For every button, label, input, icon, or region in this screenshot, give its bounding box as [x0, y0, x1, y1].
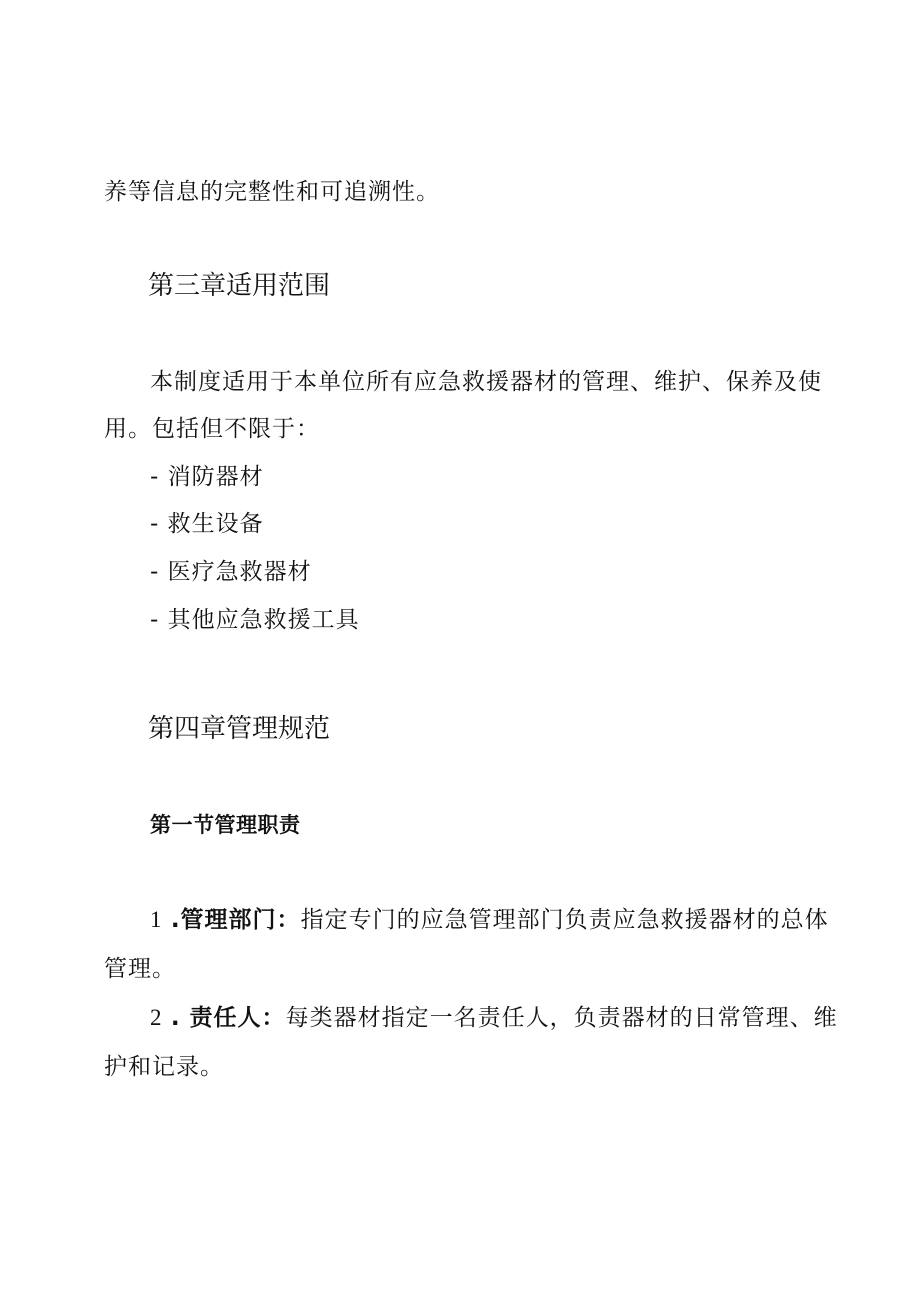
list-item: - 消防器材 [150, 464, 264, 490]
clause-2-line-2: 护和记录。 [104, 1054, 224, 1080]
list-item: - 救生设备 [150, 511, 264, 537]
clause-1-line-2: 管理。 [104, 956, 176, 982]
chapter-3-paragraph-line-2: 用。包括但不限于： [104, 416, 320, 442]
section-1-title: 第一节管理职责 [150, 813, 301, 837]
clause-1-line-1 [150, 905, 829, 935]
clause-text: 每类器材指定一名责任人，负责器材的日常管理、维 [285, 1005, 838, 1031]
list-item: - 医疗急救器材 [150, 559, 312, 585]
chapter-3-paragraph-line-1: 本制度适用于本单位所有应急救援器材的管理、维护、保养及使 [150, 369, 822, 395]
clause-number: 2 [150, 1005, 163, 1030]
clause-text: 指定专门的应急管理部门负责应急救援器材的总体 [300, 907, 829, 933]
chapter-3-title: 第三章适用范围 [148, 271, 331, 301]
clause-2-line-1 [150, 1003, 838, 1033]
clause-number: 1 [150, 907, 163, 932]
continuation-text: 养等信息的完整性和可追溯性。 [104, 179, 440, 205]
list-item: - 其他应急救援工具 [150, 607, 360, 633]
chapter-4-title: 第四章管理规范 [148, 714, 331, 744]
clause-label: . 责任人： [170, 1005, 286, 1031]
clause-label: .管理部门： [170, 907, 301, 933]
